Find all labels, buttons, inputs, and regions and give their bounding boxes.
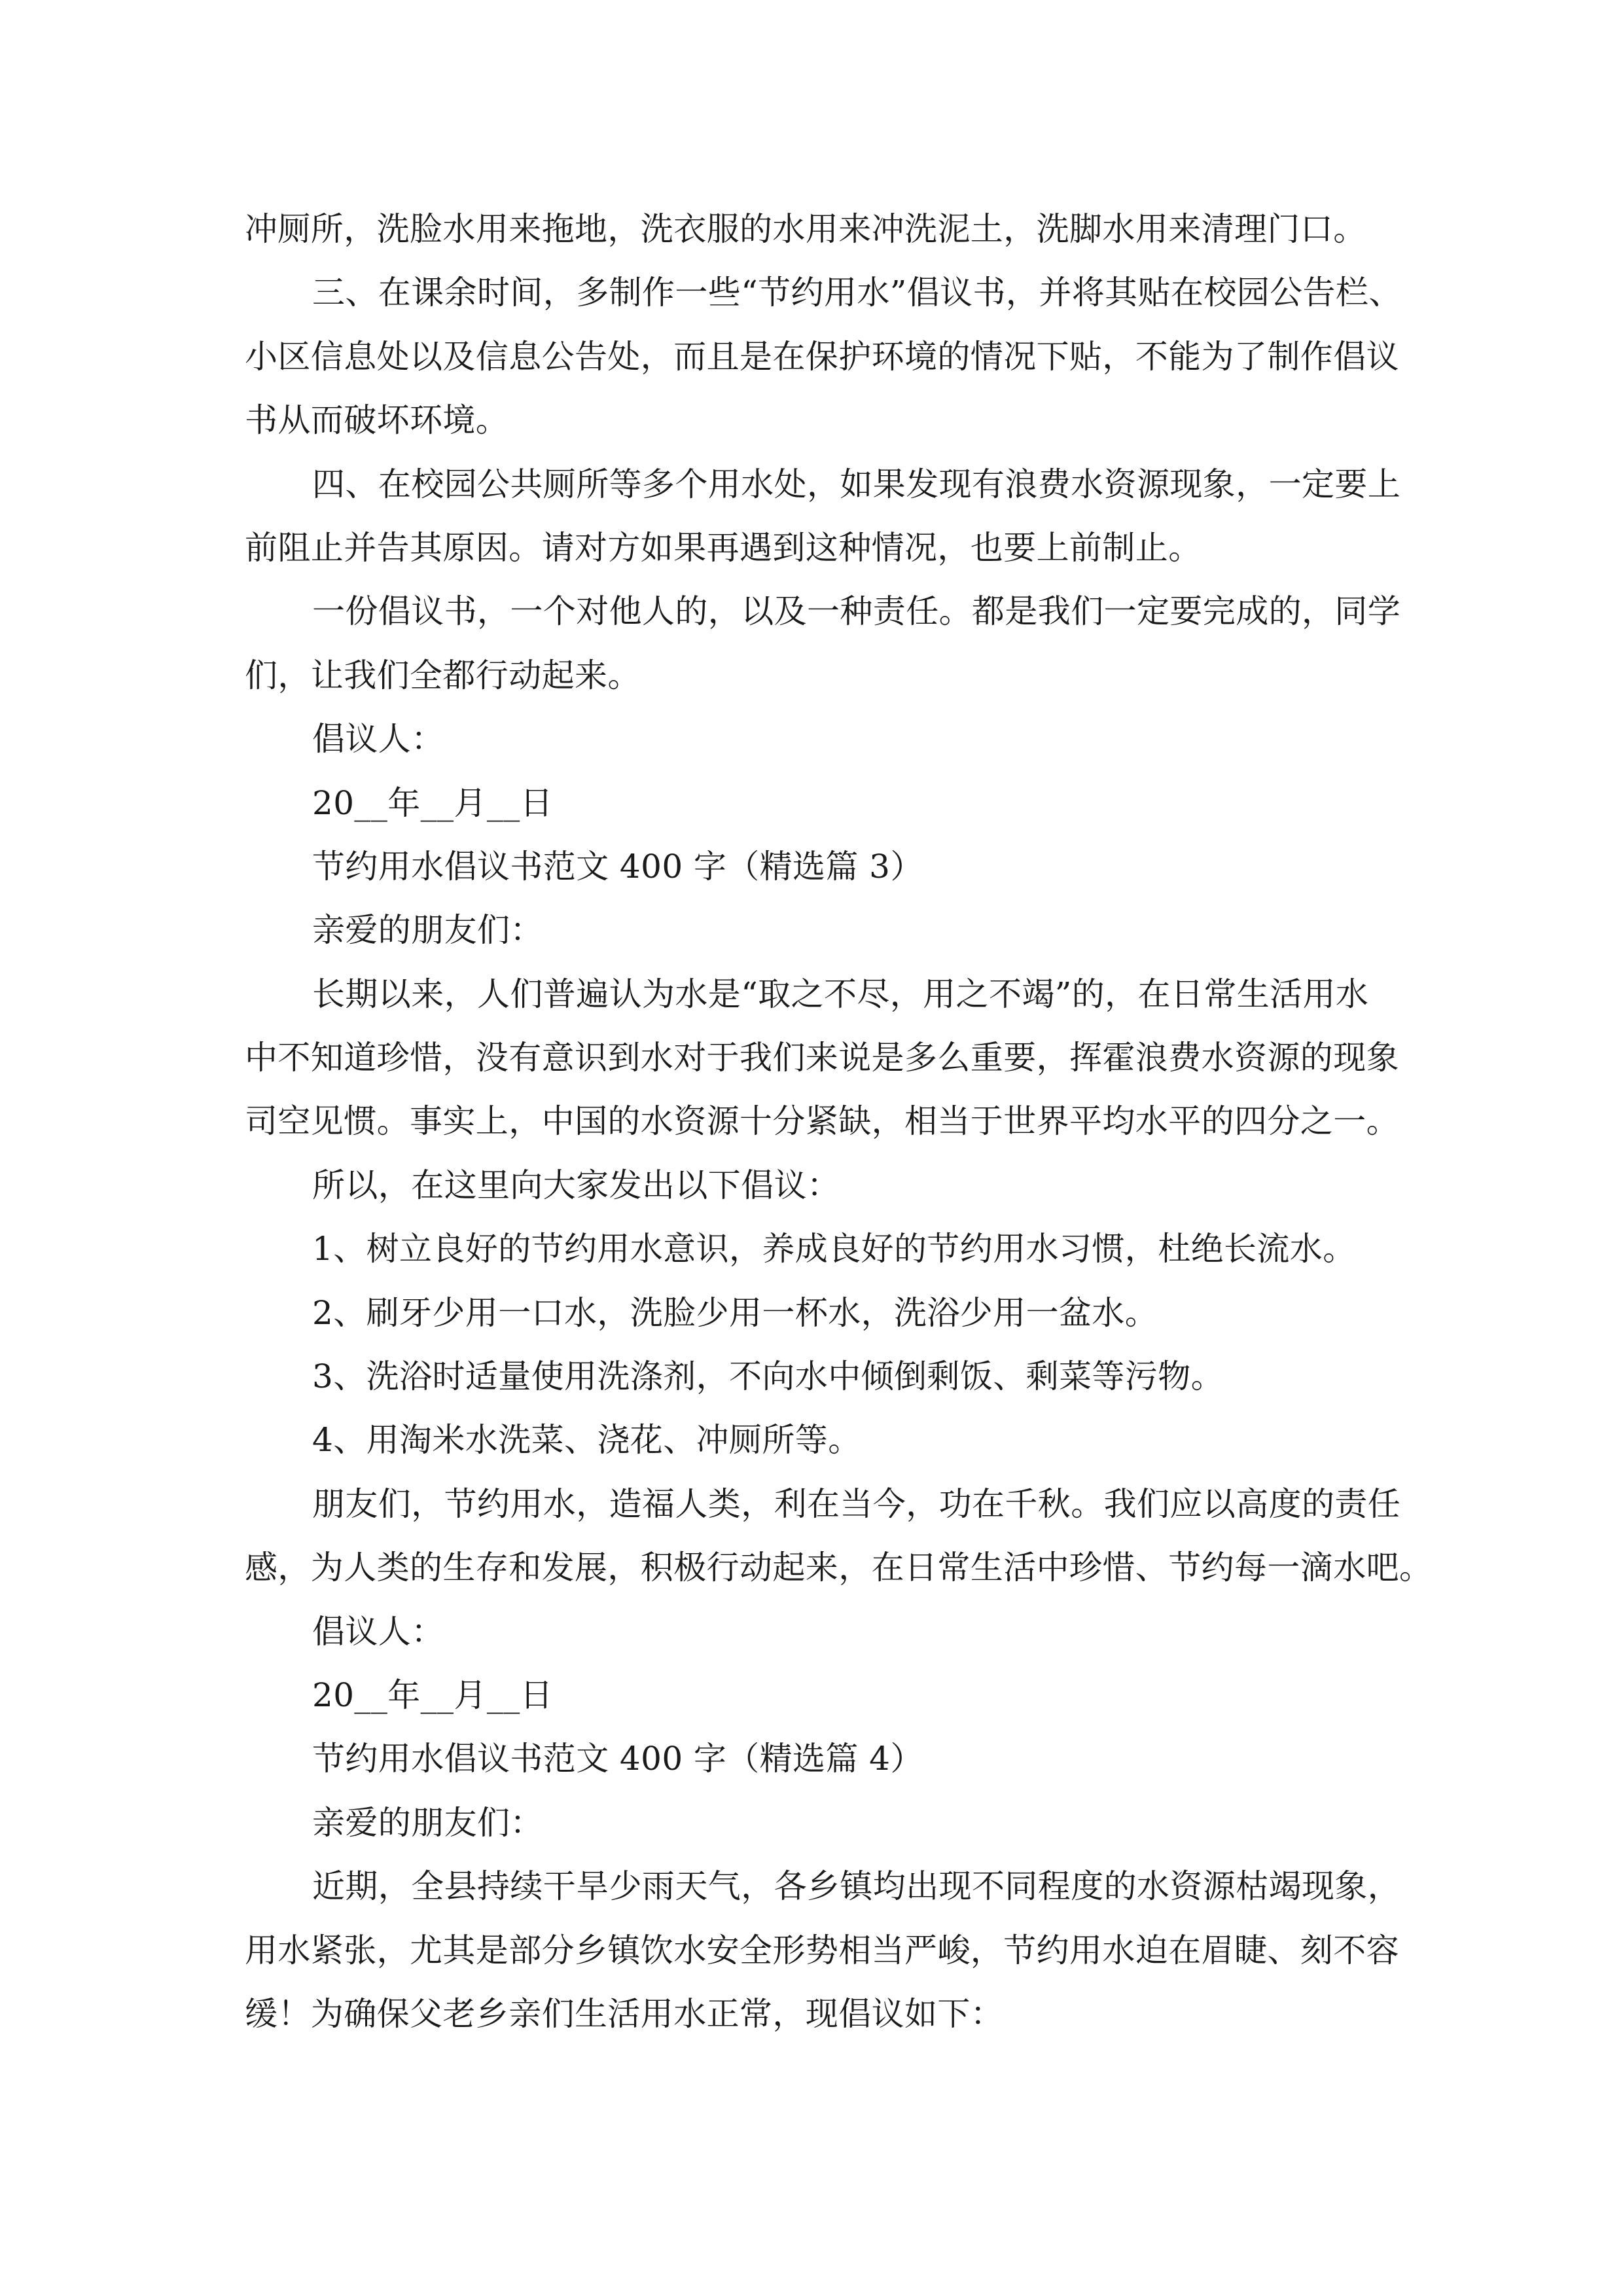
- paragraph-line: 朋友们，节约用水，造福人类，利在当今，功在千秋。我们应以高度的责任: [312, 1484, 1401, 1523]
- salutation: 亲爱的朋友们：: [312, 911, 543, 950]
- paragraph-line: 四、在校园公共厕所等多个用水处，如果发现有浪费水资源现象，一定要上: [312, 465, 1401, 503]
- paragraph-line: 冲厕所，洗脸水用来拖地，洗衣服的水用来冲洗泥土，洗脚水用来清理门口。: [245, 210, 1366, 248]
- section-heading: 节约用水倡议书范文 400 字（精选篇 3）: [312, 847, 923, 886]
- paragraph-line: 书从而破坏环境。: [245, 401, 509, 440]
- paragraph-line: 近期，全县持续干旱少雨天气，各乡镇均出现不同程度的水资源枯竭现象，: [312, 1867, 1401, 1906]
- list-item: 4、用淘米水洗菜、浇花、冲厕所等。: [312, 1421, 861, 1460]
- paragraph-line: 三、在课余时间，多制作一些“节约用水”倡议书，并将其贴在校园公告栏、: [312, 274, 1402, 312]
- paragraph-line: 所以，在这里向大家发出以下倡议：: [312, 1166, 840, 1204]
- salutation: 亲爱的朋友们：: [312, 1803, 543, 1842]
- list-item: 3、洗浴时适量使用洗涤剂，不向水中倾倒剩饭、剩菜等污物。: [312, 1357, 1224, 1396]
- document-body: [245, 198, 1433, 2046]
- section-heading: 节约用水倡议书范文 400 字（精选篇 4）: [312, 1740, 923, 1778]
- date-line: 20__年__月__日: [312, 783, 554, 822]
- date-line: 20__年__月__日: [312, 1676, 554, 1714]
- paragraph-line: 小区信息处以及信息公告处，而且是在保护环境的情况下贴，不能为了制作倡议: [245, 337, 1399, 376]
- paragraph-line: 前阻止并告其原因。请对方如果再遇到这种情况，也要上前制止。: [245, 528, 1202, 567]
- paragraph-line: 一份倡议书，一个对他人的，以及一种责任。都是我们一定要完成的，同学: [312, 592, 1401, 631]
- list-item: 2、刷牙少用一口水，洗脸少用一杯水，洗浴少用一盆水。: [312, 1293, 1158, 1332]
- signature-label: 倡议人：: [312, 1612, 444, 1651]
- signature-label: 倡议人：: [312, 720, 444, 759]
- paragraph-line: 长期以来，人们普遍认为水是“取之不尽，用之不竭”的，在日常生活用水: [312, 975, 1369, 1013]
- paragraph-line: 司空见惯。事实上，中国的水资源十分紧缺，相当于世界平均水平的四分之一。: [245, 1102, 1399, 1141]
- paragraph-line: 中不知道珍惜，没有意识到水对于我们来说是多么重要，挥霍浪费水资源的现象: [245, 1039, 1399, 1077]
- paragraph-line: 用水紧张，尤其是部分乡镇饮水安全形势相当严峻，节约用水迫在眉睫、刻不容: [245, 1931, 1399, 1969]
- list-item: 1、树立良好的节约用水意识，养成良好的节约用水习惯，杜绝长流水。: [312, 1230, 1356, 1268]
- paragraph-line: 缓！为确保父老乡亲们生活用水正常，现倡议如下：: [245, 1994, 1004, 2033]
- paragraph-line: 感，为人类的生存和发展，积极行动起来，在日常生活中珍惜、节约每一滴水吧。: [245, 1549, 1433, 1587]
- paragraph-line: 们，让我们全都行动起来。: [245, 656, 641, 694]
